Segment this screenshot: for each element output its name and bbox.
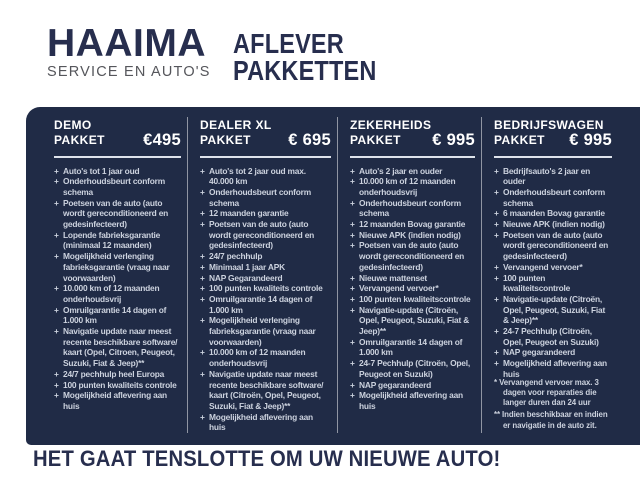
package-price: € 695 [288, 131, 331, 149]
package-item: + Poetsen van de auto (auto wordt gereconditioneerd en gedesinfecteerd) [494, 230, 612, 262]
package-column [337, 107, 481, 445]
package-item: + Mogelijkheid aflevering aan huis [54, 390, 181, 411]
package-item: + Bedrijfsauto's 2 jaar en ouder [494, 166, 612, 187]
package-item: + Mogelijkheid aflevering aan huis [494, 358, 612, 379]
package-item: + 24-7 Pechhulp (Citroën, Opel, Peugeot en Suzuki) [494, 326, 612, 347]
package-item: + 12 maanden Bovag garantie [350, 219, 475, 230]
header-divider [200, 156, 331, 158]
footnotes-block [494, 376, 612, 431]
package-item: + Mogelijkheid verlenging fabrieksgarantie (vraag naar voorwaarden) [54, 251, 181, 283]
package-column [26, 107, 187, 445]
package-item: + Omruilgarantie 14 dagen of 1.000 km [200, 294, 331, 315]
package-title-line2: PAKKET [200, 132, 251, 147]
package-item-list [350, 166, 475, 412]
package-item: + Mogelijkheid verlenging fabrieksgarantie (vraag naar voorwaarden) [200, 315, 331, 347]
slogan-text: HET GAAT TENSLOTTE OM UW NIEUWE AUTO! [33, 446, 501, 471]
package-title-line2: PAKKET [54, 132, 105, 147]
package-item: + Auto's 2 jaar en ouder [350, 166, 475, 177]
page-title-line2: PAKKETTEN [233, 54, 377, 86]
package-item: + Minimaal 1 jaar APK [200, 262, 331, 273]
package-item: + Onderhoudsbeurt conform schema [200, 187, 331, 208]
package-item: + 10.000 km of 12 maanden onderhoudsvrij [200, 347, 331, 368]
page-title [233, 28, 377, 86]
package-item: + 100 punten kwaliteitscontrole [350, 294, 475, 305]
package-item: + Omruilgarantie 14 dagen of 1.000 km [54, 305, 181, 326]
package-item: + Navigatie-update (Citroën, Opel, Peugeot, Suzuki, Fiat & Jeep)** [494, 294, 612, 326]
package-header [350, 118, 475, 149]
header-divider [54, 156, 181, 158]
package-item-list [494, 166, 612, 380]
package-item: + Mogelijkheid aflevering aan huis [200, 412, 331, 433]
dealer-logo [47, 22, 211, 80]
package-item: + Navigatie-update (Citroën, Opel, Peugeot, Suzuki, Fiat & Jeep)** [350, 305, 475, 337]
page-title-line1: AFLEVER [233, 28, 344, 59]
package-item: + 24/7 pechhulp heel Europa [54, 369, 181, 380]
package-item: + Nieuwe APK (indien nodig) [494, 219, 612, 230]
package-item: + NAP gegarandeerd [350, 380, 475, 391]
package-item: + 100 punten kwaliteits controle [54, 380, 181, 391]
package-price: € 995 [569, 131, 612, 149]
package-item-list [54, 166, 181, 412]
package-item: + Onderhoudsbeurt conform schema [54, 176, 181, 197]
package-title-line2: PAKKET [494, 132, 545, 147]
dealer-logo-tagline: SERVICE EN AUTO'S [47, 64, 211, 80]
package-item: + Vervangend vervoer* [494, 262, 612, 273]
packages-panel [26, 107, 640, 445]
package-item: + 24-7 Pechhulp (Citroën, Opel, Peugeot en Suzuki) [350, 358, 475, 379]
package-item: + Navigatie update naar meest recente beschikbare software/ kaart (Citroën, Opel, Peugeot, Suzuki, Fiat & Jeep)** [200, 369, 331, 412]
package-item: + 100 punten kwaliteits controle [200, 283, 331, 294]
package-title-line1: DEALER XL [200, 118, 272, 132]
package-item: + 12 maanden garantie [200, 208, 331, 219]
package-item: + 24/7 pechhulp [200, 251, 331, 262]
package-item: + 10.000 km of 12 maanden onderhoudsvrij [54, 283, 181, 304]
package-item: + Mogelijkheid aflevering aan huis [350, 390, 475, 411]
package-item: + Poetsen van de auto (auto wordt gereconditioneerd en gedesinfecteerd) [350, 240, 475, 272]
package-item: + NAP gegarandeerd [494, 347, 612, 358]
package-item: + Auto's tot 1 jaar oud [54, 166, 181, 177]
package-title-line1: DEMO [54, 118, 92, 132]
package-header [494, 118, 612, 149]
package-item: + 10.000 km of 12 maanden onderhoudsvrij [350, 176, 475, 197]
package-item: + Navigatie update naar meest recente beschikbare software/ kaart (Opel, Citroen, Peugeot, Suzuki, Fiat & Jeep)** [54, 326, 181, 369]
dealer-logo-name: HAAIMA [47, 22, 206, 65]
header-divider [350, 156, 475, 158]
package-column [187, 107, 337, 445]
package-item: + Omruilgarantie 14 dagen of 1.000 km [350, 337, 475, 358]
package-item: + NAP Gegarandeerd [200, 273, 331, 284]
package-item: + Onderhoudsbeurt conform schema [350, 198, 475, 219]
package-item: + 100 punten kwaliteitscontrole [494, 273, 612, 294]
package-title-line1: BEDRIJFSWAGEN [494, 118, 604, 132]
package-item: + Poetsen van de auto (auto wordt gereconditioneerd en gedesinfecteerd) [54, 198, 181, 230]
package-price: € 995 [432, 131, 475, 149]
package-header [200, 118, 331, 149]
package-title-line1: ZEKERHEIDS [350, 118, 432, 132]
package-item: + Onderhoudsbeurt conform schema [494, 187, 612, 208]
package-item: + Auto's tot 2 jaar oud max. 40.000 km [200, 166, 331, 187]
package-item: + Lopende fabrieksgarantie (minimaal 12 maanden) [54, 230, 181, 251]
package-item: + Nieuwe APK (indien nodig) [350, 230, 475, 241]
package-item-list [200, 166, 331, 434]
package-header [54, 118, 181, 149]
header-divider [494, 156, 612, 158]
package-item: + Vervangend vervoer* [350, 283, 475, 294]
package-item: + Nieuwe mattenset [350, 273, 475, 284]
footnote: * Vervangend vervoer max. 3 dagen voor reparaties die langer duren dan 24 uur [494, 377, 599, 408]
package-item: + Poetsen van de auto (auto wordt gereconditioneerd en gedesinfecteerd) [200, 219, 331, 251]
package-title-line2: PAKKET [350, 132, 401, 147]
package-column [481, 107, 640, 445]
footnote: ** Indien beschikbaar en indien er navigatie in de auto zit. [494, 410, 608, 430]
package-price: €495 [143, 131, 181, 149]
package-item: + 6 maanden Bovag garantie [494, 208, 612, 219]
